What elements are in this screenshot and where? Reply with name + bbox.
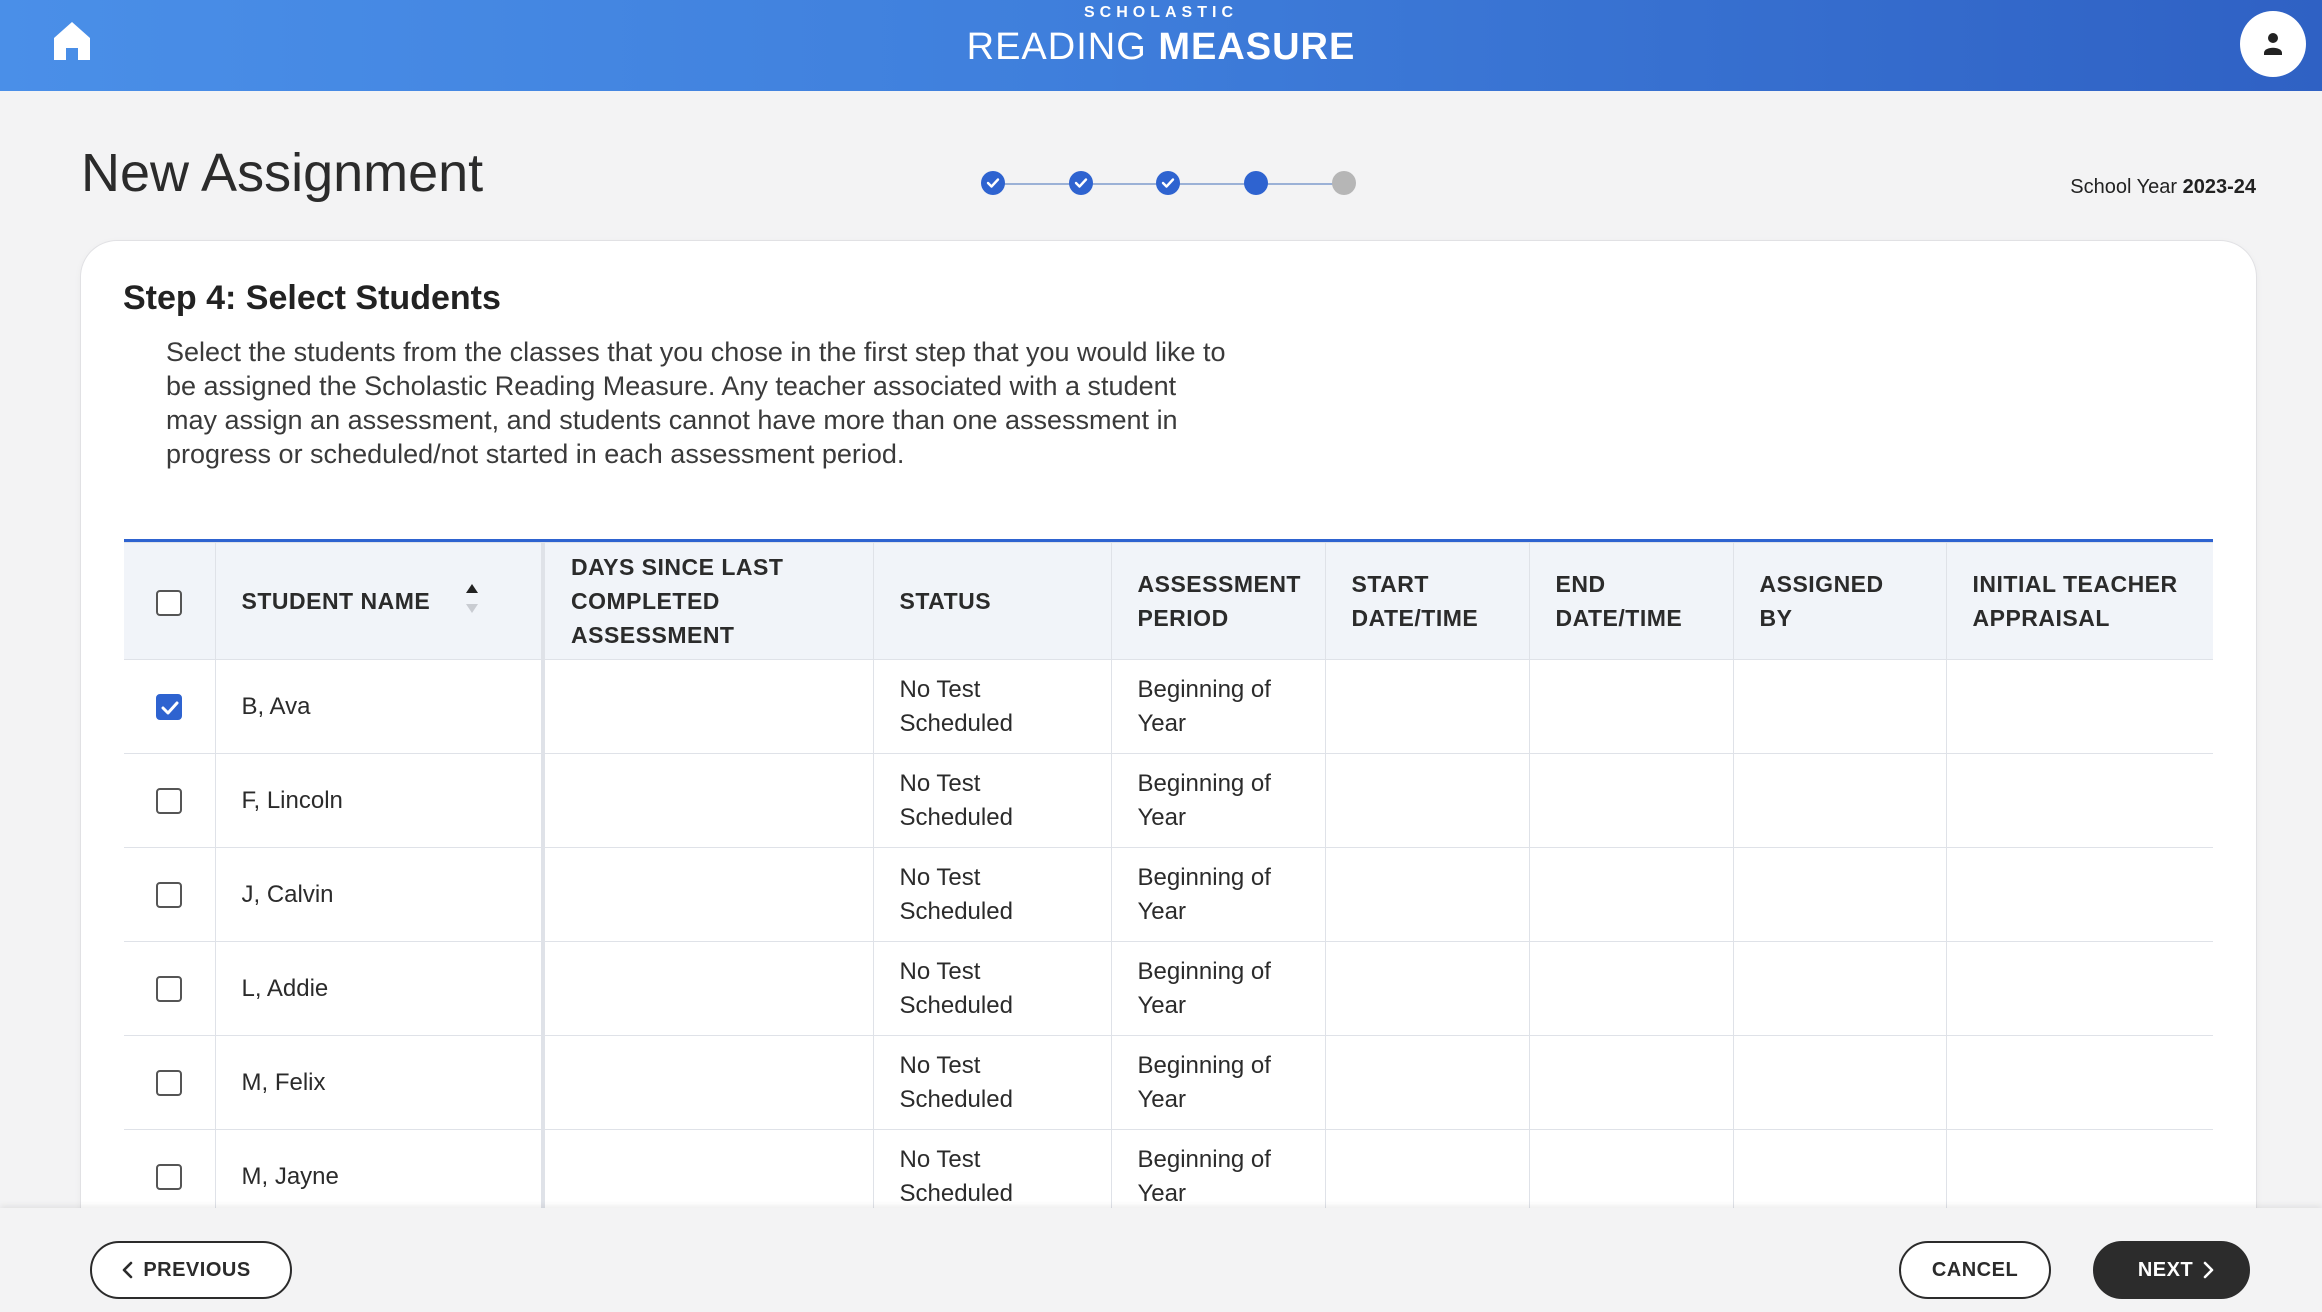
- assessment-period-cell: Beginning of Year: [1111, 1036, 1325, 1130]
- previous-label: PREVIOUS: [143, 1258, 251, 1281]
- user-menu-button[interactable]: [2240, 11, 2306, 77]
- appraisal-cell: [1946, 754, 2213, 848]
- appraisal-cell: [1946, 1036, 2213, 1130]
- school-year: [2070, 176, 2256, 199]
- check-icon: [1074, 177, 1088, 189]
- assigned-by-cell: [1733, 942, 1946, 1036]
- days-since-cell: [543, 754, 873, 848]
- row-select-cell: [124, 848, 215, 942]
- start-datetime-cell: [1325, 1036, 1529, 1130]
- step-card: [81, 241, 2256, 1312]
- page-title: New Assignment: [81, 143, 484, 203]
- column-student-name[interactable]: [215, 543, 543, 660]
- column-start-datetime: START DATE/TIME: [1325, 543, 1529, 660]
- column-end-datetime: END DATE/TIME: [1529, 543, 1733, 660]
- student-name: F, Lincoln: [215, 754, 543, 848]
- assigned-by-cell: [1733, 848, 1946, 942]
- next-button[interactable]: [2093, 1241, 2250, 1299]
- start-datetime-cell: [1325, 754, 1529, 848]
- status-cell: No Test Scheduled: [873, 754, 1111, 848]
- brand-bold: MEASURE: [1158, 26, 1356, 68]
- school-year-value: 2023-24: [2182, 176, 2256, 198]
- student-name: L, Addie: [215, 942, 543, 1036]
- student-name: M, Jayne: [215, 1130, 543, 1224]
- select-all-cell: [124, 543, 215, 660]
- step-3-complete: [1156, 171, 1180, 195]
- end-datetime-cell: [1529, 1036, 1733, 1130]
- app-header: [0, 0, 2322, 91]
- table-row[interactable]: [124, 660, 2213, 754]
- brand-light: READING: [966, 26, 1147, 68]
- footer-bar: [0, 1208, 2322, 1312]
- next-label: NEXT: [2137, 1258, 2194, 1281]
- row-checkbox[interactable]: [156, 1070, 182, 1096]
- sort-arrows-icon[interactable]: [465, 581, 479, 621]
- end-datetime-cell: [1529, 660, 1733, 754]
- end-datetime-cell: [1529, 942, 1733, 1036]
- days-since-cell: [543, 1036, 873, 1130]
- status-cell: No Test Scheduled: [873, 1036, 1111, 1130]
- days-since-cell: [543, 848, 873, 942]
- end-datetime-cell: [1529, 754, 1733, 848]
- column-days-since: DAYS SINCE LAST COMPLETED ASSESSMENT: [543, 543, 873, 660]
- assigned-by-cell: [1733, 754, 1946, 848]
- students-table: [124, 539, 2213, 1224]
- row-select-cell: [124, 1036, 215, 1130]
- assigned-by-cell: [1733, 660, 1946, 754]
- school-year-label: School Year: [2070, 176, 2178, 198]
- check-icon: [986, 177, 1000, 189]
- previous-button[interactable]: [90, 1241, 292, 1299]
- start-datetime-cell: [1325, 848, 1529, 942]
- cancel-button[interactable]: [1899, 1241, 2051, 1299]
- row-checkbox[interactable]: [156, 694, 182, 720]
- appraisal-cell: [1946, 848, 2213, 942]
- student-name: M, Felix: [215, 1036, 543, 1130]
- step-1-complete: [981, 171, 1005, 195]
- step-4-current: [1244, 171, 1268, 195]
- cancel-label: CANCEL: [1931, 1258, 2019, 1281]
- table-row[interactable]: [124, 942, 2213, 1036]
- brand-subtitle: SCHOLASTIC: [1084, 4, 1238, 21]
- assessment-period-cell: Beginning of Year: [1111, 942, 1325, 1036]
- row-select-cell: [124, 660, 215, 754]
- step-description: Select the students from the classes that you chose in the first step that you would like to be assigned the Scholastic Reading Measure. Any teacher associated with a student may assign an assessment, and students cannot have more than one assessment in progress or scheduled/not started in each assessment period.: [166, 337, 1226, 469]
- check-icon: [1161, 177, 1175, 189]
- row-checkbox[interactable]: [156, 1164, 182, 1190]
- row-checkbox[interactable]: [156, 882, 182, 908]
- assessment-period-cell: Beginning of Year: [1111, 660, 1325, 754]
- column-initial-teacher-appraisal: INITIAL TEACHER APPRAISAL: [1946, 543, 2213, 660]
- table-row[interactable]: [124, 848, 2213, 942]
- assessment-period-cell: Beginning of Year: [1111, 1130, 1325, 1224]
- student-name: J, Calvin: [215, 848, 543, 942]
- row-select-cell: [124, 754, 215, 848]
- chevron-left-icon: [121, 1261, 133, 1279]
- brand-logo: [0, 26, 2322, 69]
- status-cell: No Test Scheduled: [873, 660, 1111, 754]
- status-cell: No Test Scheduled: [873, 942, 1111, 1036]
- days-since-cell: [543, 942, 873, 1036]
- table-row[interactable]: [124, 1036, 2213, 1130]
- status-cell: No Test Scheduled: [873, 1130, 1111, 1224]
- column-label: STUDENT NAME: [241, 588, 431, 614]
- start-datetime-cell: [1325, 660, 1529, 754]
- column-assigned-by: ASSIGNED BY: [1733, 543, 1946, 660]
- row-checkbox[interactable]: [156, 976, 182, 1002]
- student-name: B, Ava: [215, 660, 543, 754]
- table-header-row: [124, 543, 2213, 660]
- chevron-right-icon: [2203, 1261, 2215, 1279]
- status-cell: No Test Scheduled: [873, 848, 1111, 942]
- row-select-cell: [124, 942, 215, 1036]
- appraisal-cell: [1946, 660, 2213, 754]
- appraisal-cell: [1946, 942, 2213, 1036]
- assessment-period-cell: Beginning of Year: [1111, 754, 1325, 848]
- step-title: Step 4: Select Students: [123, 279, 501, 317]
- column-assessment-period: ASSESSMENT PERIOD: [1111, 543, 1325, 660]
- step-2-complete: [1069, 171, 1093, 195]
- end-datetime-cell: [1529, 848, 1733, 942]
- start-datetime-cell: [1325, 942, 1529, 1036]
- column-status: STATUS: [873, 543, 1111, 660]
- user-icon: [2261, 31, 2285, 57]
- days-since-cell: [543, 660, 873, 754]
- row-checkbox[interactable]: [156, 788, 182, 814]
- assigned-by-cell: [1733, 1036, 1946, 1130]
- step-5-pending: [1332, 171, 1356, 195]
- table-row[interactable]: [124, 754, 2213, 848]
- check-icon: [161, 700, 179, 716]
- select-all-checkbox[interactable]: [156, 590, 182, 616]
- assessment-period-cell: Beginning of Year: [1111, 848, 1325, 942]
- progress-stepper: [981, 171, 1357, 197]
